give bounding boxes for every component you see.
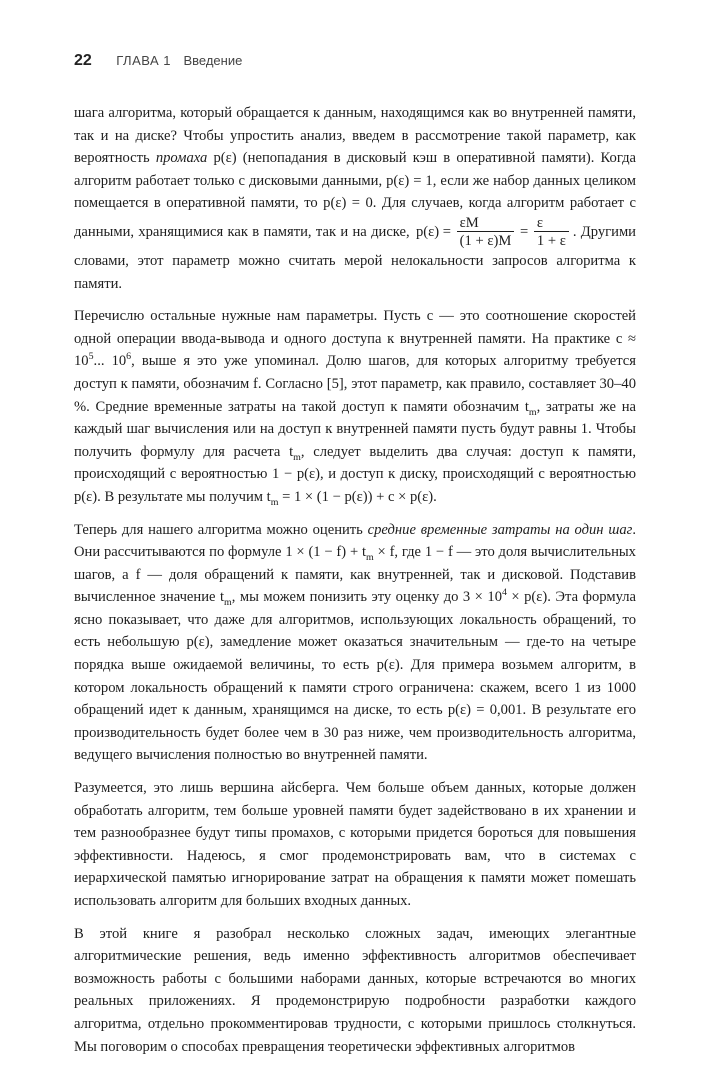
paragraph-5: В этой книге я разобрал несколько сложных задач, имеющих элегантные алгоритмические решения, ведь именно эффективность алгоритмов обеспечивает возможность работы с большими наборами данных, которые встречаются во многих реальных приложениях. Я продемонстрирую подробности разработки каждого алгоритма, отдельно прокомментировав трудности, с которыми пришлось столкнуться. Мы поговорим о способах превращения теоретически эффективных алгоритмов xyxy=(74,925,636,1055)
formula-fraction-2 xyxy=(534,215,569,250)
p1-term-miss: промаха xyxy=(155,150,208,167)
paragraph-1 xyxy=(74,102,636,295)
formula-denominator-2: 1 + ε xyxy=(536,232,566,249)
p3-text-f: × p(ε). Эта формула ясно показывает, что даже для алгоритмов, использующих локальность обращений, то есть небольшую p(ε), замедление может оказаться значительным — где-то на четыре порядка выше ожидаемой величины, то есть p(ε). Для примера возьмем алгоритм, в котором локальность обращений к памяти строго ограничена: скажем, всего 1 из 1000 обращений идет к данным, хранящимся на диске, то есть p(ε) = 0,001. В результате его производительность будет более чем в 30 раз ниже, чем производительность алгоритма, ведущего вычисления полностью во внутренней памяти. xyxy=(74,589,637,764)
p2-text-c: , выше я это уже упоминал. Долю шагов, для которых алгоритму требуется доступ к памяти, обозначим f. Согласно [5], этот параметр, как правило, составляет 30–40 %. Средние временные затраты на такой доступ к памяти обозначим t xyxy=(74,353,636,415)
probability-formula xyxy=(416,215,571,250)
formula-numerator-2: ε xyxy=(534,215,569,232)
paragraph-2 xyxy=(74,305,636,508)
p3-sup-1: 4 xyxy=(502,587,507,599)
body-text xyxy=(74,102,636,1068)
p2-text-a: Перечислю остальные нужные нам параметры. Пусть c — это соотношение скоростей одной операции ввода-вывода и одного доступа к внутренней памяти. На практике c ≈ 10 xyxy=(74,308,636,370)
running-header xyxy=(74,52,634,76)
p2-sub-2: m xyxy=(293,451,301,463)
p2-text-f: = 1 × (1 − p(ε)) + c × p(ε). xyxy=(278,488,437,505)
paragraph-4: Разумеется, это лишь вершина айсберга. Чем больше объем данных, которые должен обработать алгоритм, тем больше уровней памяти будет задействовано в их хранении и тем разнообразнее будут типы промахов, с которыми придется бороться для повышения эффективности. Надеюсь, я смог продемонстрировать вам, что в системах с иерархической памятью игнорирование затрат на обращения к памяти может помешать использовать алгоритм для больших входных данных. xyxy=(74,780,636,909)
p3-sub-2: m xyxy=(224,597,232,609)
p2-sup-2: 6 xyxy=(126,351,132,363)
p2-sub-1: m xyxy=(528,406,537,418)
paragraph-3 xyxy=(74,519,636,768)
formula-equals: = xyxy=(519,223,529,240)
p3-text-c: . Они рассчитываются по формуле 1 × (1 − f) + t xyxy=(74,521,636,561)
formula-denominator-1: (1 + ε)M xyxy=(459,232,512,249)
p1-text-a: шага алгоритма, который обращается к данным, находящимся как во внутренней памяти, так и на диске? Чтобы упростить анализ, введем в рассмотрение такой параметр, как вероятность xyxy=(74,105,636,167)
formula-numerator-1: εM xyxy=(457,215,515,232)
p3-sub-1: m xyxy=(366,552,374,563)
formula-lhs: p(ε) = xyxy=(415,223,452,240)
chapter-title: Введение xyxy=(183,53,243,68)
chapter-label: ГЛАВА 1 xyxy=(116,53,172,68)
p3-text-a: Теперь для нашего алгоритма можно оценить xyxy=(74,521,368,538)
p1-text-d: . Другими словами, этот параметр можно считать мерой нелокальности запросов алгоритма к памяти. xyxy=(74,223,636,292)
formula-fraction-1 xyxy=(457,215,515,250)
p2-text-e: , следует выделить два случая: доступ к памяти, происходящий с вероятностью 1 − p(ε), и доступ к диску, происходящий с вероятностью p(ε). В результате мы получим t xyxy=(74,443,636,505)
p3-text-e: , мы можем понизить эту оценку до 3 × 10 xyxy=(231,589,502,606)
p2-sub-3: m xyxy=(270,496,279,508)
p3-term-avg-cost: средние временные затраты на один шаг xyxy=(367,521,633,538)
p3-text-d: × f, где 1 − f — это доля вычислительных шагов, а f — доля обращений к памяти, как внутренней, так и дисковой. Подставив вычисленное значение t xyxy=(74,544,636,606)
p2-sup-1: 5 xyxy=(88,351,94,363)
p2-text-b: ... 10 xyxy=(93,353,127,370)
page-number: 22 xyxy=(74,52,92,69)
p2-text-d: , затраты же на каждый шаг вычисления или на доступ к внутренней памяти пусть будут равны 1. Чтобы получить формулу для расчета t xyxy=(74,398,636,460)
p1-text-c: p(ε) (непопадания в дисковый кэш в оперативной памяти). Когда алгоритм работает только с дисковыми данными, p(ε) = 1, если же набор данных целиком помещается в оперативной памяти, то p(ε) = 0. Для случаев, когда алгоритм работает с данными, хранящимися как в памяти, так и на диске, xyxy=(74,150,636,240)
